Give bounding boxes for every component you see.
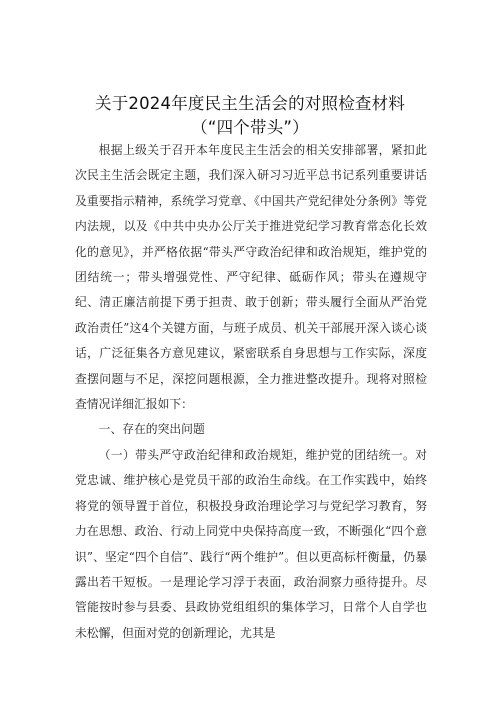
subsection-paragraph: （一）带头严守政治纪律和政治规矩，维护党的团结统一。对党忠诚、维护核心是党员干部的政治生命线。在工作实践中，始终将党的领导置于首位，积极投身政治理论学习与党纪学习教育，努力在思想、政治、行动上同党中央保持高度一致，不断强化“四个意识”、坚定“四个自信”、践行“两个维护”。但以更高标杆衡量，仍暴露出若干短板。一是理论学习浮于表面，政治洞察力亟待提升。尽管能按时参与县委、县政协党组组织的集体学习，日常个人自学也未松懈，但面对党的创新理论，尤其是 bbox=[75, 447, 427, 640]
title-line-2: （“四个带头”） bbox=[191, 118, 309, 137]
title-line-1: 关于2024年度民主生活会的对照检查材料 bbox=[95, 94, 405, 113]
section-heading: 一、存在的突出问题 bbox=[98, 422, 205, 437]
document-body bbox=[75, 138, 427, 646]
document-title bbox=[0, 92, 500, 140]
intro-paragraph: 根据上级关于召开本年度民主生活会的相关安排部署，紧扣此次民主生活会既定主题，我们深入研习习近平总书记系列重要讲话及重要指示精神，系统学习党章、《中国共产党纪律处分条例》等党内法规，以及《中共中央办公厅关于推进党纪学习教育常态化长效化的意见》，并严格依据“带头严守政治纪律和政治规矩，维护党的团结统一；带头增强党性、严守纪律、砥砺作风；带头在遵规守纪、清正廉洁前提下勇于担责、敢于创新；带头履行全面从严治党政治责任”这4个关键方面，与班子成员、机关干部展开深入谈心谈话，广泛征集各方意见建议，紧密联系自身思想与工作实际，深度查摆问题与不足，深挖问题根源，全力推进整改提升。现将对照检查情况详细汇报如下： bbox=[75, 143, 427, 412]
